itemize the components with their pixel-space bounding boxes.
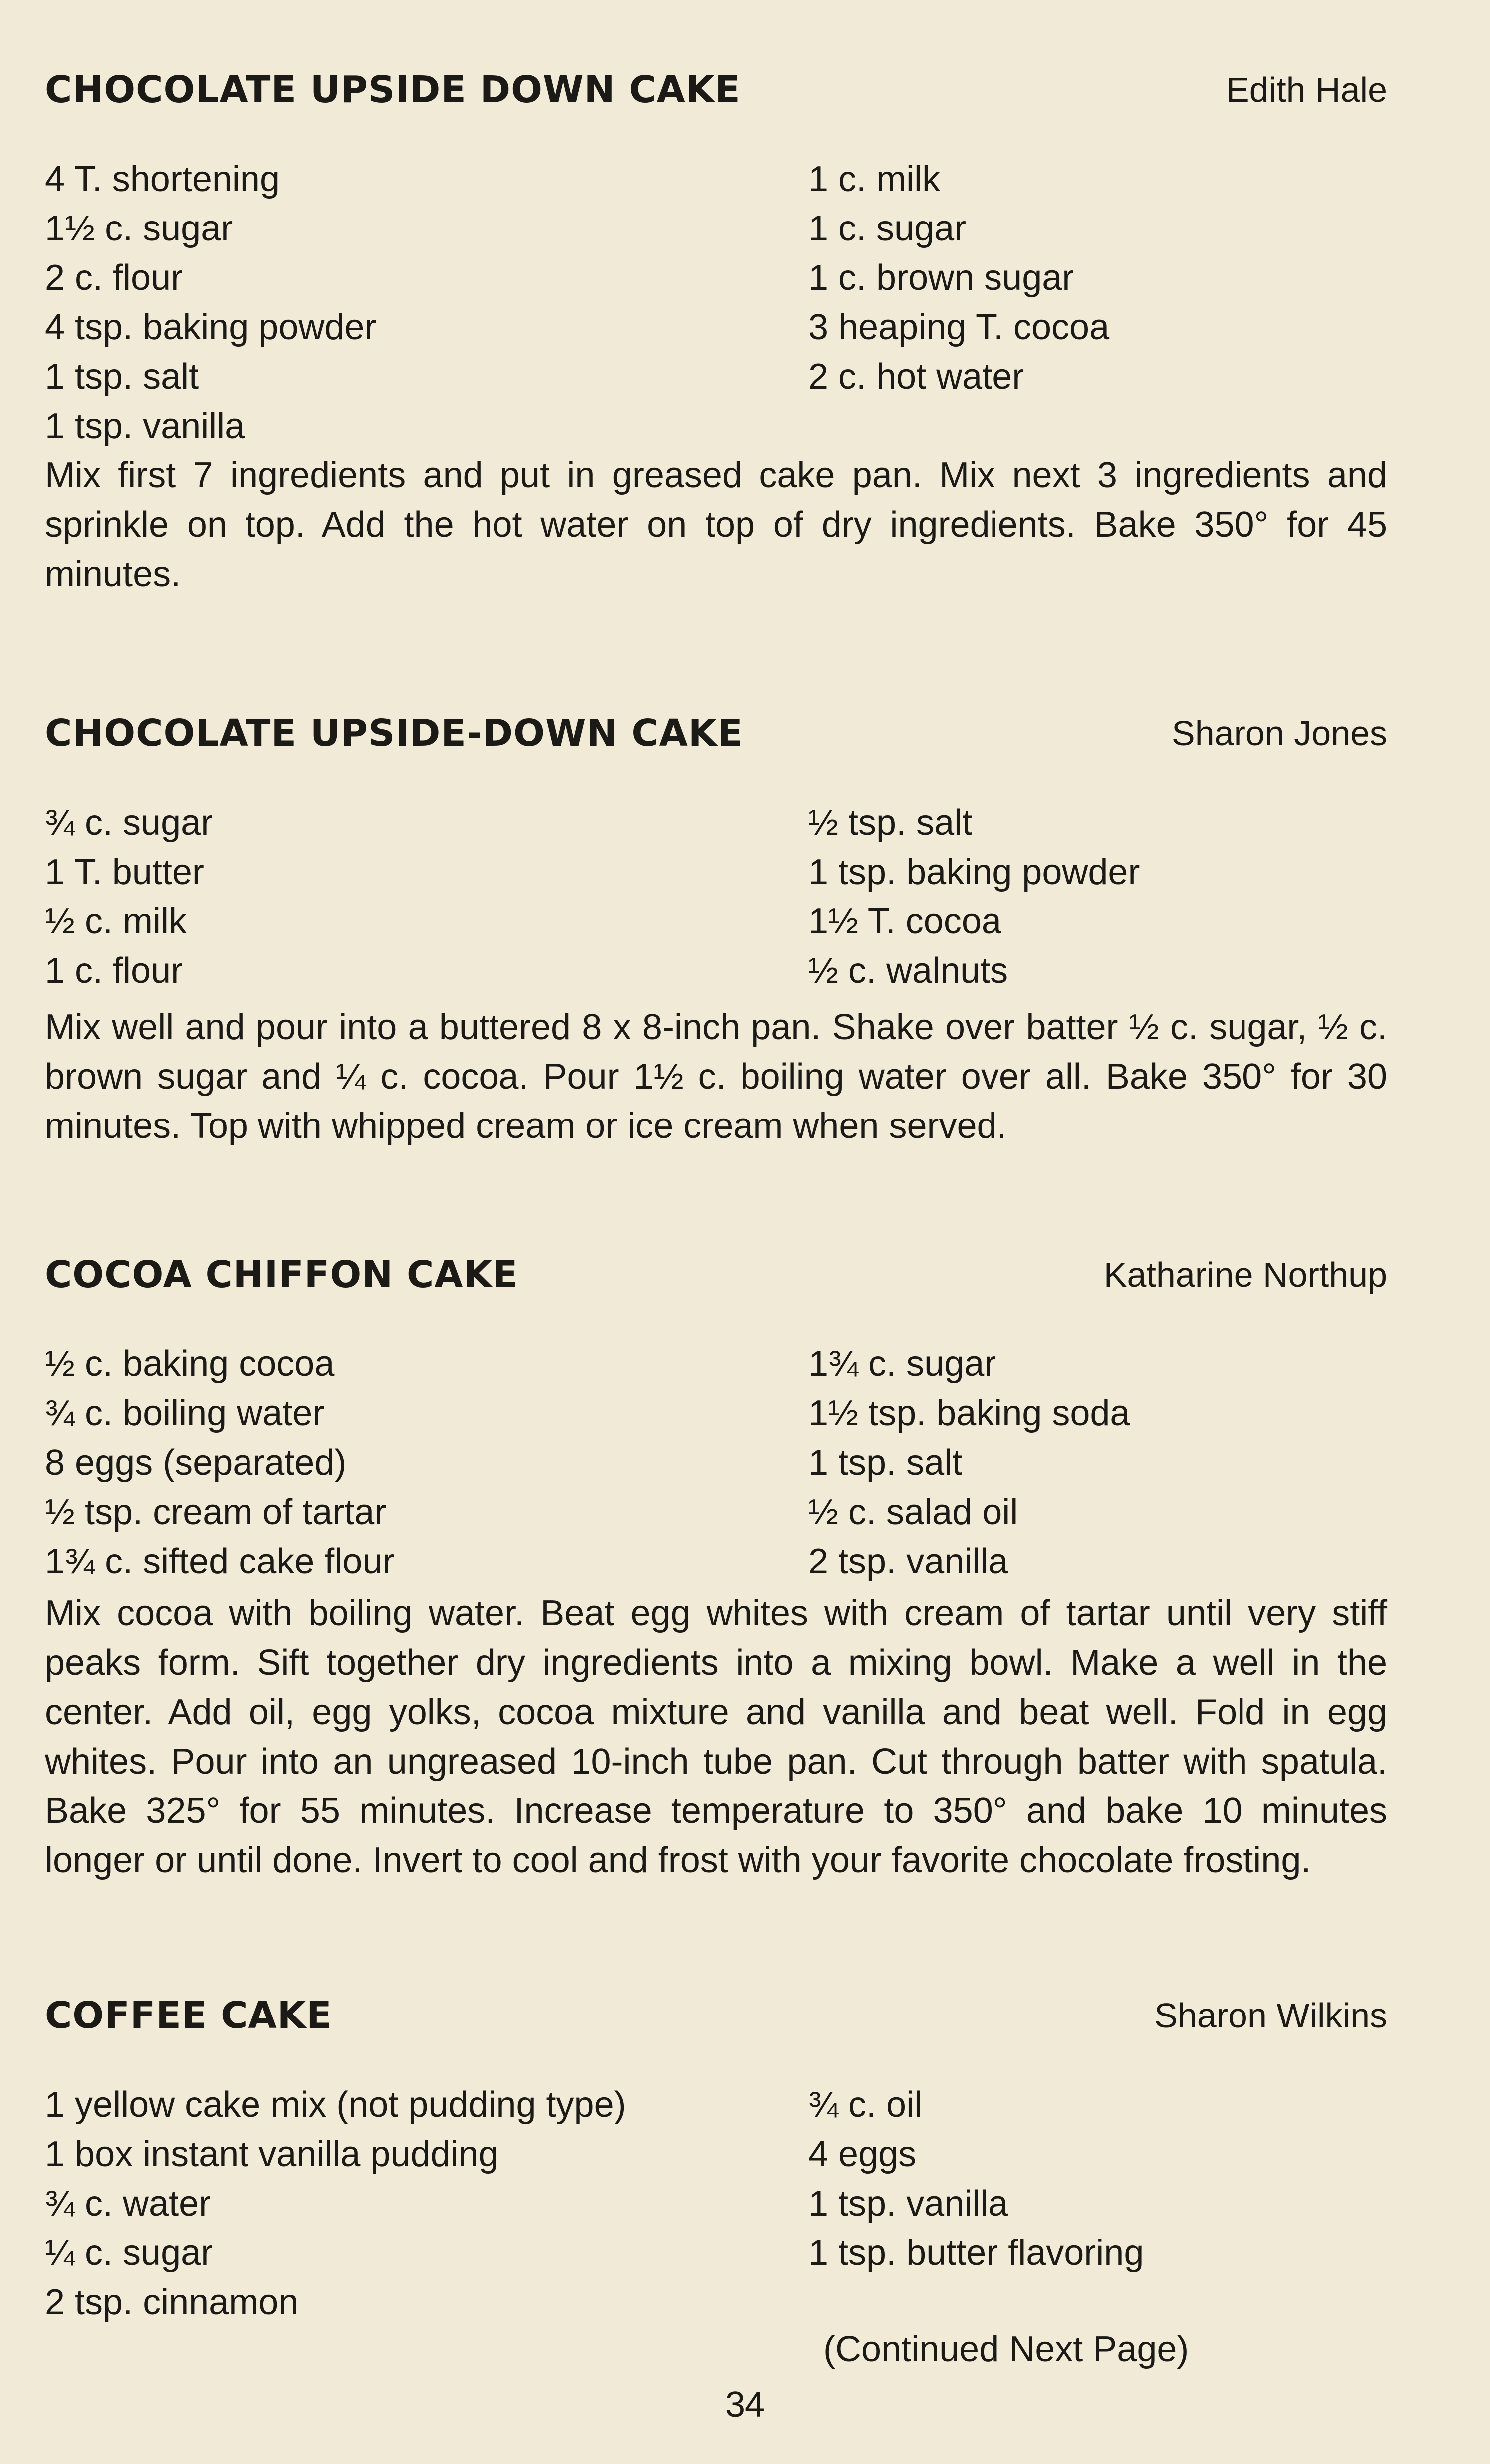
ingredient: ½ tsp. cream of tartar <box>45 1492 387 1532</box>
ingredient: ¾ c. boiling water <box>45 1393 325 1433</box>
ingredient: ½ c. milk <box>45 901 187 941</box>
ingredient: ½ c. walnuts <box>808 951 1008 991</box>
page-number: 34 <box>725 2385 765 2425</box>
recipe-cocoa-chiffon-cake <box>40 1250 1387 1880</box>
ingredient: 2 tsp. vanilla <box>808 1542 1008 1581</box>
ingredient: ½ c. baking cocoa <box>45 1344 335 1384</box>
ingredient: ¾ c. oil <box>808 2085 923 2125</box>
ingredients-left <box>45 798 213 996</box>
ingredient: 1 c. milk <box>808 159 941 199</box>
ingredient: 1½ c. sugar <box>45 209 233 248</box>
ingredients-right <box>808 798 1140 996</box>
ingredients-left <box>45 2080 626 2327</box>
ingredient: ¾ c. water <box>45 2184 211 2224</box>
ingredient: 1 box instant vanilla pudding <box>45 2134 498 2174</box>
ingredient: ½ c. salad oil <box>808 1492 1018 1532</box>
ingredient: 1 tsp. salt <box>45 357 199 397</box>
ingredient: ½ tsp. salt <box>808 803 973 843</box>
ingredient: 1½ tsp. baking soda <box>808 1393 1130 1433</box>
recipe-author: Edith Hale <box>1226 70 1387 109</box>
continued-note: (Continued Next Page) <box>823 2329 1189 2369</box>
ingredient: 2 c. flour <box>45 258 183 298</box>
recipe-author: Sharon Wilkins <box>1154 1996 1387 2035</box>
recipe-title: CHOCOLATE UPSIDE DOWN CAKE <box>45 68 741 111</box>
ingredients-left <box>45 1340 394 1586</box>
ingredient: 1 c. sugar <box>808 209 967 248</box>
ingredients-right <box>808 1340 1130 1586</box>
recipe-author: Sharon Jones <box>1172 714 1387 753</box>
recipe-instructions: Mix well and pour into a buttered 8 x 8-inch pan. Shake over batter ½ c. sugar, ½ c. brown sugar and ¼ c. cocoa. Pour 1½ c. boiling water over all. Bake 350° for 30 minutes. Top with whipped cream or ice cream when served. <box>45 1007 1387 1146</box>
ingredient: 2 tsp. cinnamon <box>45 2282 299 2322</box>
ingredient: 1 tsp. butter flavoring <box>808 2233 1144 2273</box>
recipe-header <box>40 1991 1387 2045</box>
recipe-chocolate-upside-down-cake <box>40 65 1387 594</box>
ingredient: ¾ c. sugar <box>45 803 213 843</box>
ingredient: 1 c. brown sugar <box>808 258 1074 298</box>
recipe-chocolate-upside-down-cake-2 <box>40 708 1387 1146</box>
ingredient: 1¾ c. sifted cake flour <box>45 1542 395 1581</box>
recipe-title: CHOCOLATE UPSIDE-DOWN CAKE <box>45 712 743 755</box>
recipe-header <box>40 1250 1387 1305</box>
ingredient: 4 eggs <box>808 2134 917 2174</box>
ingredient: 4 tsp. baking powder <box>45 307 377 347</box>
ingredient: 1 yellow cake mix (not pudding type) <box>45 2085 626 2125</box>
recipe-header <box>40 708 1387 763</box>
ingredient: 2 c. hot water <box>808 357 1024 397</box>
recipe-instructions: Mix first 7 ingredients and put in greased cake pan. Mix next 3 ingredients and sprinkle on top. Add the hot water on top of dry ingredients. Bake 350° for 45 minutes. <box>45 455 1387 594</box>
ingredient: 1 T. butter <box>45 852 204 892</box>
recipe-author: Katharine Northup <box>1103 1255 1387 1294</box>
ingredient: 4 T. shortening <box>45 159 280 199</box>
ingredient: 1 c. flour <box>45 951 183 991</box>
recipe-coffee-cake <box>40 1991 1387 2369</box>
ingredients-right <box>808 2080 1144 2278</box>
recipe-title: COFFEE CAKE <box>45 1994 332 2037</box>
ingredients-left <box>45 155 376 451</box>
ingredient: 1 tsp. vanilla <box>808 2184 1008 2224</box>
recipe-instructions: Mix cocoa with boiling water. Beat egg whites with cream of tartar until very stiff peaks form. Sift together dry ingredients into a mixing bowl. Make a well in the center. Add oil, egg yolks, cocoa mixture and vanilla and beat well. Fold in egg whites. Pour into an ungreased 10-inch tube pan. Cut through batter with spatula. Bake 325° for 55 minutes. Increase temperature to 350° and bake 10 minutes longer or until done. Invert to cool and frost with your favorite chocolate frosting. <box>45 1593 1387 1880</box>
ingredient: 1 tsp. vanilla <box>45 406 245 446</box>
ingredients-right <box>808 155 1109 402</box>
ingredient: ¼ c. sugar <box>45 2233 213 2273</box>
ingredient: 1 tsp. baking powder <box>808 852 1140 892</box>
ingredient: 3 heaping T. cocoa <box>808 307 1110 347</box>
ingredient: 8 eggs (separated) <box>45 1443 347 1483</box>
ingredient: 1¾ c. sugar <box>808 1344 996 1384</box>
ingredient: 1½ T. cocoa <box>808 901 1001 941</box>
recipe-title: COCOA CHIFFON CAKE <box>45 1253 518 1296</box>
ingredient: 1 tsp. salt <box>808 1443 963 1483</box>
recipe-header <box>40 65 1387 120</box>
